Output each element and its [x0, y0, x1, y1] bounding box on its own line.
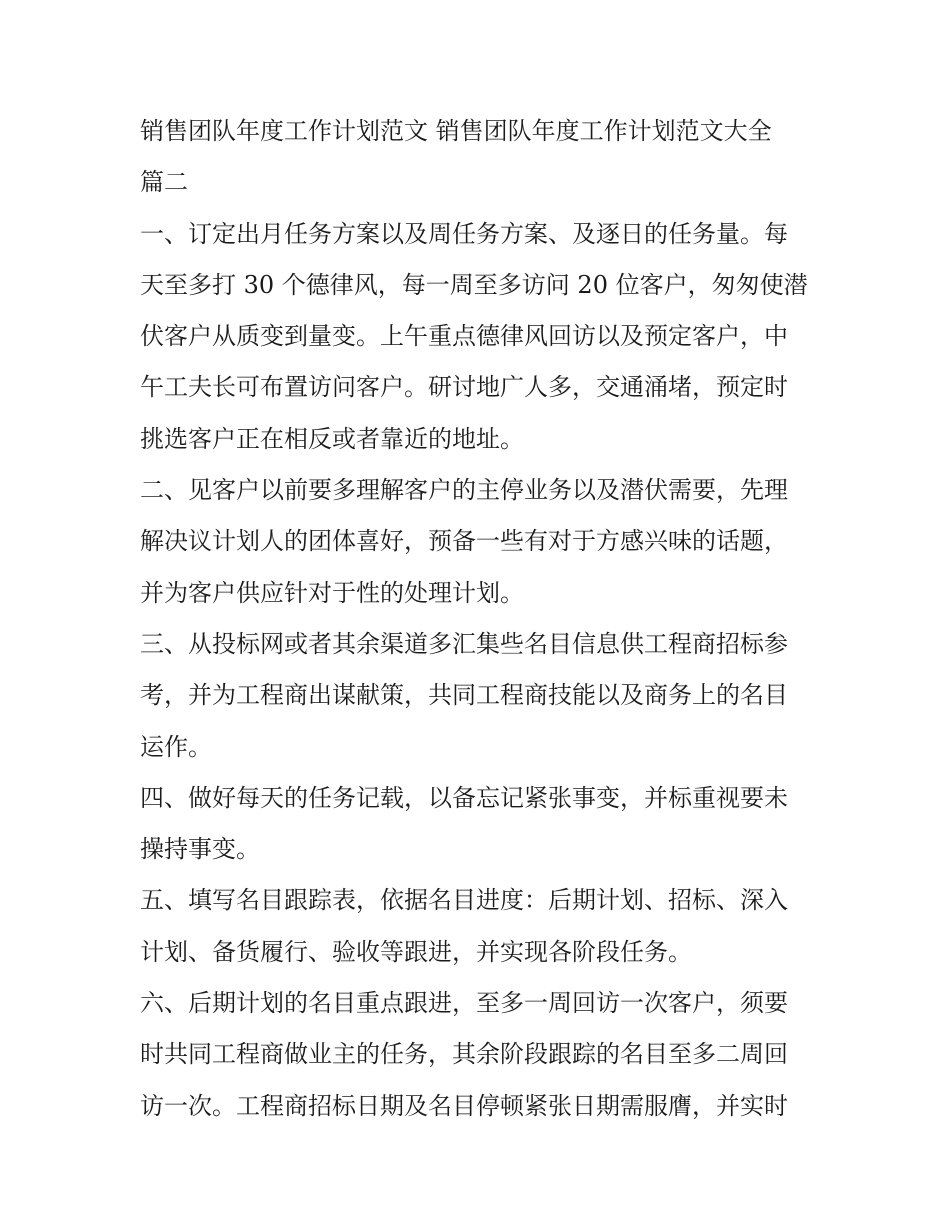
body-line: 考，并为工程商出谋献策，共同工程商技能以及商务上的名目 — [140, 681, 788, 710]
body-line: 挑选客户正在相反或者靠近的地址。 — [140, 424, 524, 453]
body-line: 时共同工程商做业主的任务，其余阶段跟踪的名目至多二周回 — [140, 1040, 788, 1069]
body-line: 六、后期计划的名目重点跟进，至多一周回访一次客户，须要 — [140, 989, 788, 1018]
body-line: 一、订定出月任务方案以及周任务方案、及逐日的任务量。每 — [140, 219, 788, 248]
body-line: 运作。 — [140, 732, 212, 761]
body-line: 三、从投标网或者其余渠道多汇集些名目信息供工程商招标参 — [140, 629, 788, 658]
body-line: 解决议计划人的团体喜好，预备一些有对于方感兴味的话题， — [140, 527, 788, 556]
document-body — [140, 106, 820, 1132]
body-line: 天至多打 30 个德律风，每一周至多访问 20 位客户，匆匆使潜 — [140, 270, 808, 299]
body-line: 午工夫长可布置访问客户。研讨地广人多，交通涌堵，预定时 — [140, 373, 788, 402]
body-line: 计划、备货履行、验收等跟进，并实现各阶段任务。 — [140, 937, 692, 966]
title-line-continued: 篇二 — [140, 168, 188, 197]
title-line: 销售团队年度工作计划范文 销售团队年度工作计划范文大全 — [140, 117, 772, 145]
body-line: 二、见客户以前要多理解客户的主停业务以及潜伏需要，先理 — [140, 476, 788, 505]
body-line: 访一次。工程商招标日期及名目停顿紧张日期需服膺，并实时 — [140, 1091, 788, 1120]
body-line: 伏客户从质变到量变。上午重点德律风回访以及预定客户，中 — [140, 322, 788, 351]
body-line: 五、填写名目跟踪表，依据名目进度：后期计划、招标、深入 — [140, 886, 788, 915]
body-line: 并为客户供应针对于性的处理计划。 — [140, 578, 524, 607]
body-line: 四、做好每天的任务记载，以备忘记紧张事变，并标重视要未 — [140, 783, 788, 812]
body-line: 操持事变。 — [140, 835, 260, 864]
